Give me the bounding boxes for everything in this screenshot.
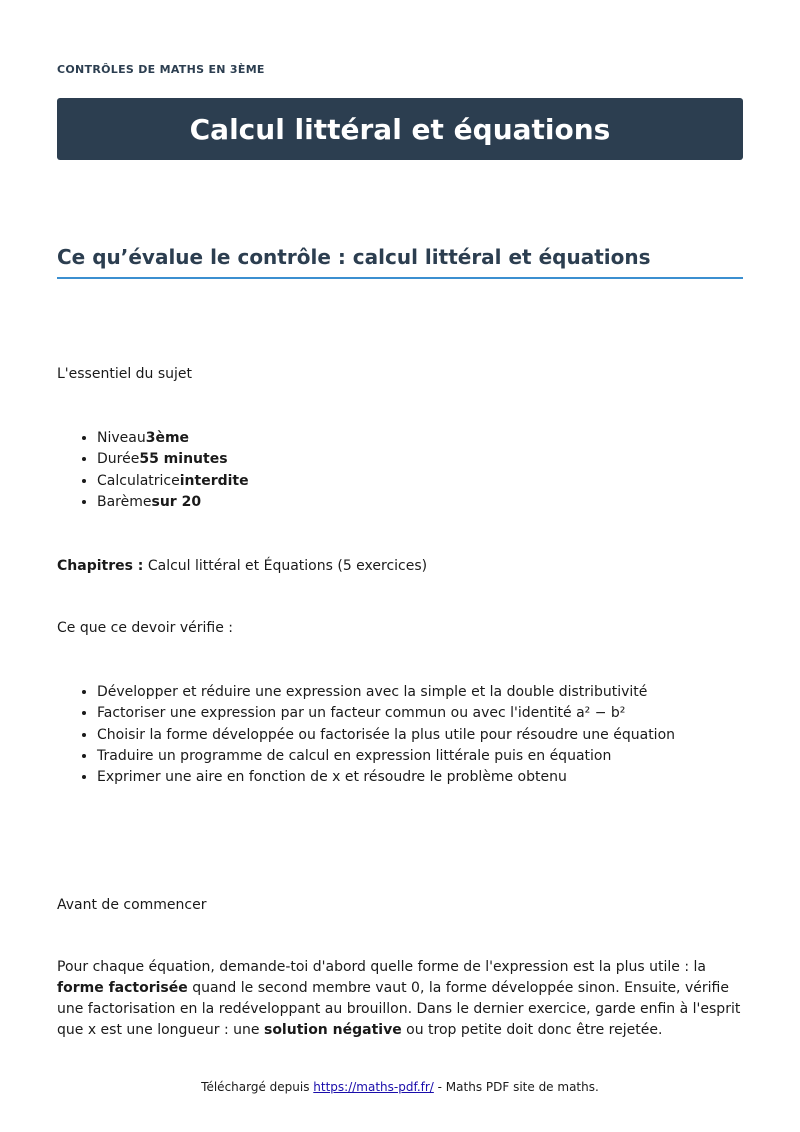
item-value: 3ème <box>145 430 190 446</box>
item-value: interdite <box>179 472 249 489</box>
item-label: Durée <box>97 451 140 468</box>
item-value: sur 20 <box>151 493 202 510</box>
footer-suffix: - Maths PDF site de maths. <box>433 1080 599 1094</box>
text-run: quand le second membre vaut 0, la forme développée sinon. Ensuite, vérifie une factorisation en la redéveloppant au brouillon. Dans le dernier exercice, garde enfin à l'esprit que x est une longueur : une <box>57 980 741 1038</box>
section-title: Ce qu’évalue le contrôle : calcul littéral et équations <box>57 245 743 279</box>
item-value: 55 minutes <box>139 451 228 468</box>
title-banner <box>57 98 743 160</box>
kicker-label: CONTRÔLES DE MATHS EN 3ÈME <box>57 63 265 76</box>
item-label: Barème <box>97 493 152 510</box>
list-item <box>97 471 249 492</box>
text-run: Pour chaque équation, demande-toi d'abord quelle forme de l'expression est la plus utile : la <box>57 959 706 975</box>
avant-heading: Avant de commencer <box>57 897 207 913</box>
list-item: • Choisir la forme développée ou factorisée la plus utile pour résoudre une équation <box>97 725 675 746</box>
footer <box>0 1080 800 1094</box>
list-item <box>97 492 249 513</box>
list-item: • Exprimer une aire en fonction de x et résoudre le problème obtenu <box>97 767 675 788</box>
chapitres-text: Calcul littéral et Équations (5 exercices) <box>143 558 428 574</box>
avant-paragraph <box>57 957 743 1041</box>
verifie-heading: Ce que ce devoir vérifie : <box>57 620 234 636</box>
bold-run: forme factorisée <box>57 980 188 996</box>
list-item <box>97 428 249 449</box>
item-label: Calculatrice <box>97 472 180 489</box>
essentiel-heading: L'essentiel du sujet <box>57 366 193 382</box>
chapitres-line <box>57 556 743 577</box>
text-run: ou trop petite doit donc être rejetée. <box>401 1022 663 1038</box>
chapitres-label: Chapitres : <box>57 558 144 574</box>
page-title: Calcul littéral et équations <box>189 112 611 146</box>
verifie-list <box>57 682 675 788</box>
list-item <box>97 449 249 470</box>
footer-link[interactable]: https://maths-pdf.fr/ <box>313 1080 434 1094</box>
list-item: • Factoriser une expression par un facteur commun ou avec l'identité a² − b² <box>97 703 675 724</box>
list-item: • Développer et réduire une expression avec la simple et la double distributivité <box>97 682 675 703</box>
list-item: • Traduire un programme de calcul en expression littérale puis en équation <box>97 746 675 767</box>
bold-run: solution négative <box>263 1022 402 1038</box>
item-label: Niveau <box>97 430 146 446</box>
footer-prefix: Téléchargé depuis <box>201 1080 314 1094</box>
essentiel-list <box>57 428 249 513</box>
